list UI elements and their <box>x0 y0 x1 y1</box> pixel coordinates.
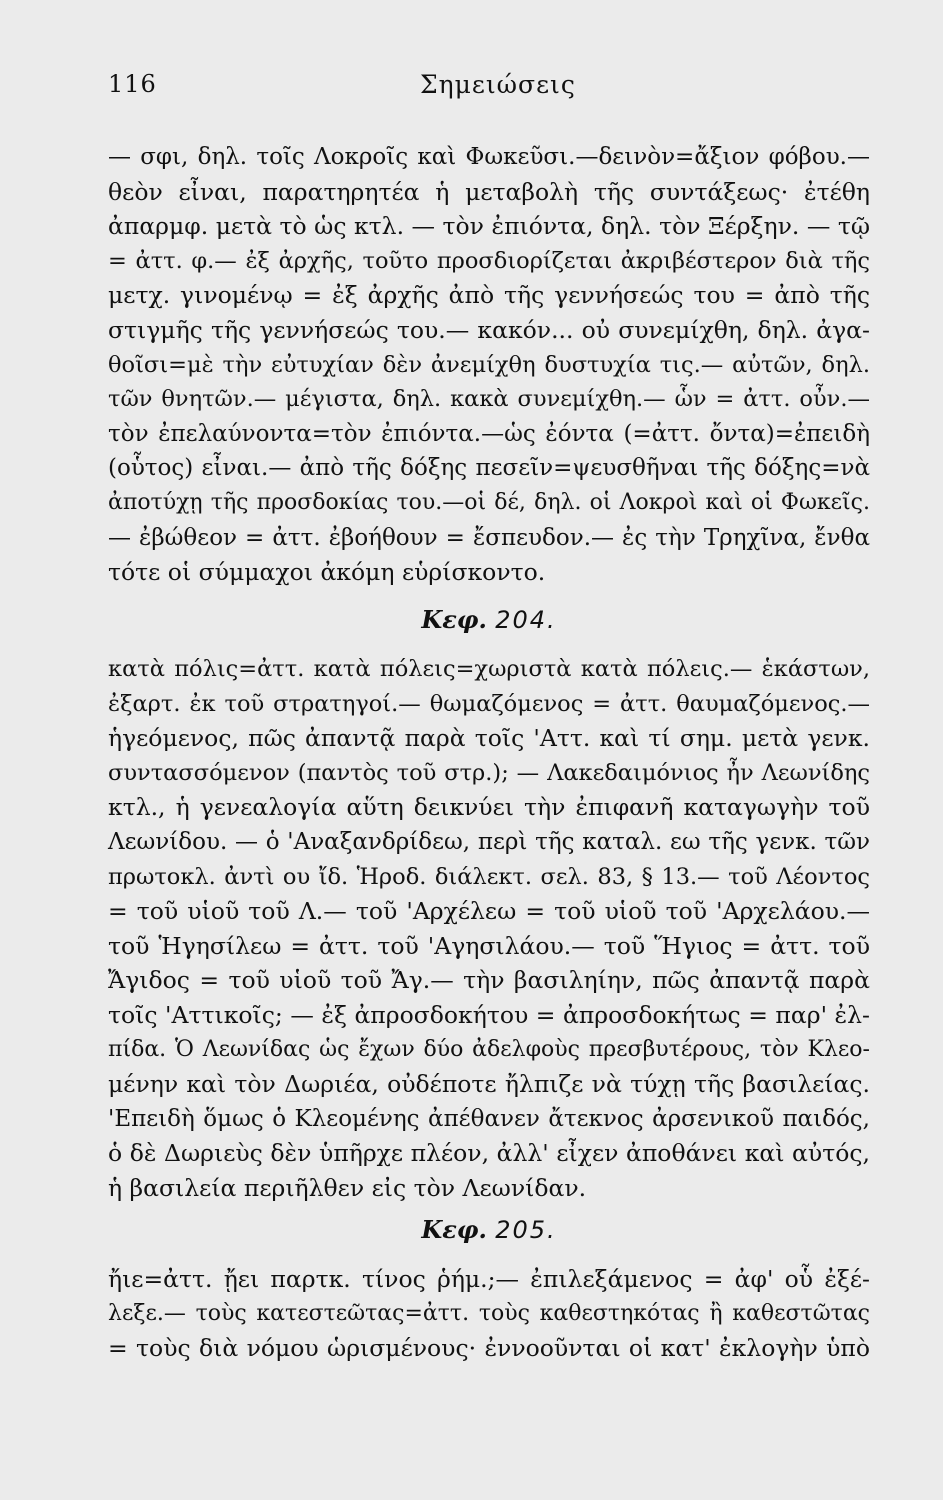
text-line: θεὸν εἶναι, παρατηρητέα ἡ μεταβολὴ τῆς συντάξεως· ἐτέθη <box>108 177 870 206</box>
text-line: ἡγεόμενος, πῶς ἀπαντᾷ παρὰ τοῖς 'Αττ. καὶ τί σημ. μετὰ γενκ. <box>108 724 870 753</box>
chapter-heading-prefix: Κεφ. <box>421 605 487 634</box>
text-line: — ἐβώθεον = ἀττ. ἐβοήθουν = ἔσπευδον.— ἐς τὴν Τρηχῖνα, ἔνθα <box>108 524 870 551</box>
text-line: τοῖς 'Αττικοῖς; — ἐξ ἀπροσδοκήτου = ἀπροσδοκήτως = παρ' ἐλ- <box>108 1000 870 1029</box>
text-line: κτλ., ἡ γενεαλογία αὕτη δεικνύει τὴν ἐπιφανῆ καταγωγὴν τοῦ <box>108 793 870 822</box>
page-header <box>108 70 863 106</box>
text-line: πίδα. Ὁ Λεωνίδας ὡς ἔχων δύο ἀδελφοὺς πρεσβυτέρους, τὸν Κλεο- <box>108 1036 870 1062</box>
text-line: ἡ βασιλεία περιῆλθεν εἰς τὸν Λεωνίδαν. <box>108 1173 587 1202</box>
text-line: τὸν ἐπελαύνοντα=τὸν ἐπιόντα.—ὡς ἐόντα (=ἀττ. ὄντα)=ἐπειδὴ <box>108 420 870 447</box>
text-line: — σφι, δηλ. τοῖς Λοκροῖς καὶ Φωκεῦσι.—δεινὸν=ἄξιον φόβου.— <box>108 144 870 170</box>
text-line: ἤιε=ἀττ. ᾔει παρτκ. τίνος ῥήμ.;— ἐπιλεξάμενος = ἀφ' οὗ ἐξέ- <box>108 1265 870 1293</box>
text-line: ἐξαρτ. ἐκ τοῦ στρατηγοί.— θωμαζόμενος = ἀττ. θαυμαζόμενος.— <box>108 690 870 717</box>
text-line: 'Επειδὴ ὅμως ὁ Κλεομένης ἀπέθανεν ἄτεκνος ἀρσενικοῦ παιδός, <box>108 1105 870 1132</box>
text-line: πρωτοκλ. ἀντὶ ου ἴδ. Ἡροδ. διάλεκτ. σελ. 83, § 13.— τοῦ Λέοντος <box>108 863 870 890</box>
text-line: Ἄγιδος = τοῦ υἱοῦ τοῦ Ἄγ.— τὴν βασιληίην, πῶς ἀπαντᾷ παρὰ <box>108 966 870 995</box>
text-line: τότε οἱ σύμμαχοι ἀκόμη εὑρίσκοντο. <box>108 558 546 587</box>
text-line: κατὰ πόλις=ἀττ. κατὰ πόλεις=χωριστὰ κατὰ πόλεις.— ἑκάστων, <box>108 656 870 682</box>
text-line: θοῖσι=μὲ τὴν εὐτυχίαν δὲν ἀνεμίχθη δυστυχία τις.— αὐτῶν, δηλ. <box>108 351 870 378</box>
text-line: (οὗτος) εἶναι.— ἀπὸ τῆς δόξης πεσεῖν=ψευσθῆναι τῆς δόξης=νὰ <box>108 455 870 482</box>
text-line: = ἀττ. φ.— ἐξ ἀρχῆς, τοῦτο προσδιορίζεται ἀκριβέστερον διὰ τῆς <box>108 247 870 274</box>
text-line: τῶν θνητῶν.— μέγιστα, δηλ. κακὰ συνεμίχθη.— ὧν = ἀττ. οὖν.— <box>108 386 870 413</box>
text-line: = τοὺς διὰ νόμου ὡρισμένους· ἐννοοῦνται οἱ κατ' ἐκλογὴν ὑπὸ <box>108 1334 870 1363</box>
notes-block-chapter-204 <box>108 652 870 1206</box>
notes-block-chapter-205 <box>108 1262 870 1366</box>
text-line: στιγμῆς τῆς γεννήσεώς του.— κακόν... οὐ συνεμίχθη, δηλ. ἀγα- <box>108 315 870 344</box>
chapter-heading-prefix: Κεφ. <box>421 1215 487 1244</box>
text-line: = τοῦ υἱοῦ τοῦ Λ.— τοῦ 'Αρχέλεω = τοῦ υἱοῦ τοῦ 'Αρχελάου.— <box>108 897 870 926</box>
text-line: ἀποτύχῃ τῆς προσδοκίας του.—οἱ δέ, δηλ. οἱ Λοκροὶ καὶ οἱ Φωκεῖς. <box>108 489 870 515</box>
text-line: μένην καὶ τὸν Δωριέα, οὐδέποτε ἤλπιζε νὰ τύχῃ τῆς βασιλείας. <box>108 1070 870 1099</box>
text-line: ἀπαρμφ. μετὰ τὸ ὡς κτλ. — τὸν ἐπιόντα, δηλ. τὸν Ξέρξην. — τῷ <box>108 212 870 241</box>
text-line: συντασσόμενον (παντὸς τοῦ στρ.); — Λακεδαιμόνιος ἦν Λεωνίδης <box>108 759 870 786</box>
text-line: Λεωνίδου. — ὁ 'Αναξανδρίδεω, περὶ τῆς καταλ. εω τῆς γενκ. τῶν <box>108 828 870 855</box>
text-line: τοῦ Ἡγησίλεω = ἀττ. τοῦ 'Αγησιλάου.— τοῦ Ἥγιος = ἀττ. τοῦ <box>108 931 870 960</box>
chapter-heading-number: 205. <box>495 1216 557 1244</box>
page-number: 116 <box>108 70 157 98</box>
text-line: λεξε.— τοὺς κατεστεῶτας=ἀττ. τοὺς καθεστηκότας ἢ καθεστῶτας <box>108 1300 870 1326</box>
running-title: Σημειώσεις <box>420 70 576 99</box>
text-line: μετχ. γινομένῳ = ἐξ ἀρχῆς ἀπὸ τῆς γεννήσεώς του = ἀπὸ τῆς <box>108 281 870 310</box>
notes-block-chapter-203 <box>108 140 870 590</box>
chapter-heading-number: 204. <box>495 606 557 634</box>
text-line: ὁ δὲ Δωριεὺς δὲν ὑπῆρχε πλέον, ἀλλ' εἶχεν ἀποθάνει καὶ αὐτός, <box>108 1139 870 1168</box>
